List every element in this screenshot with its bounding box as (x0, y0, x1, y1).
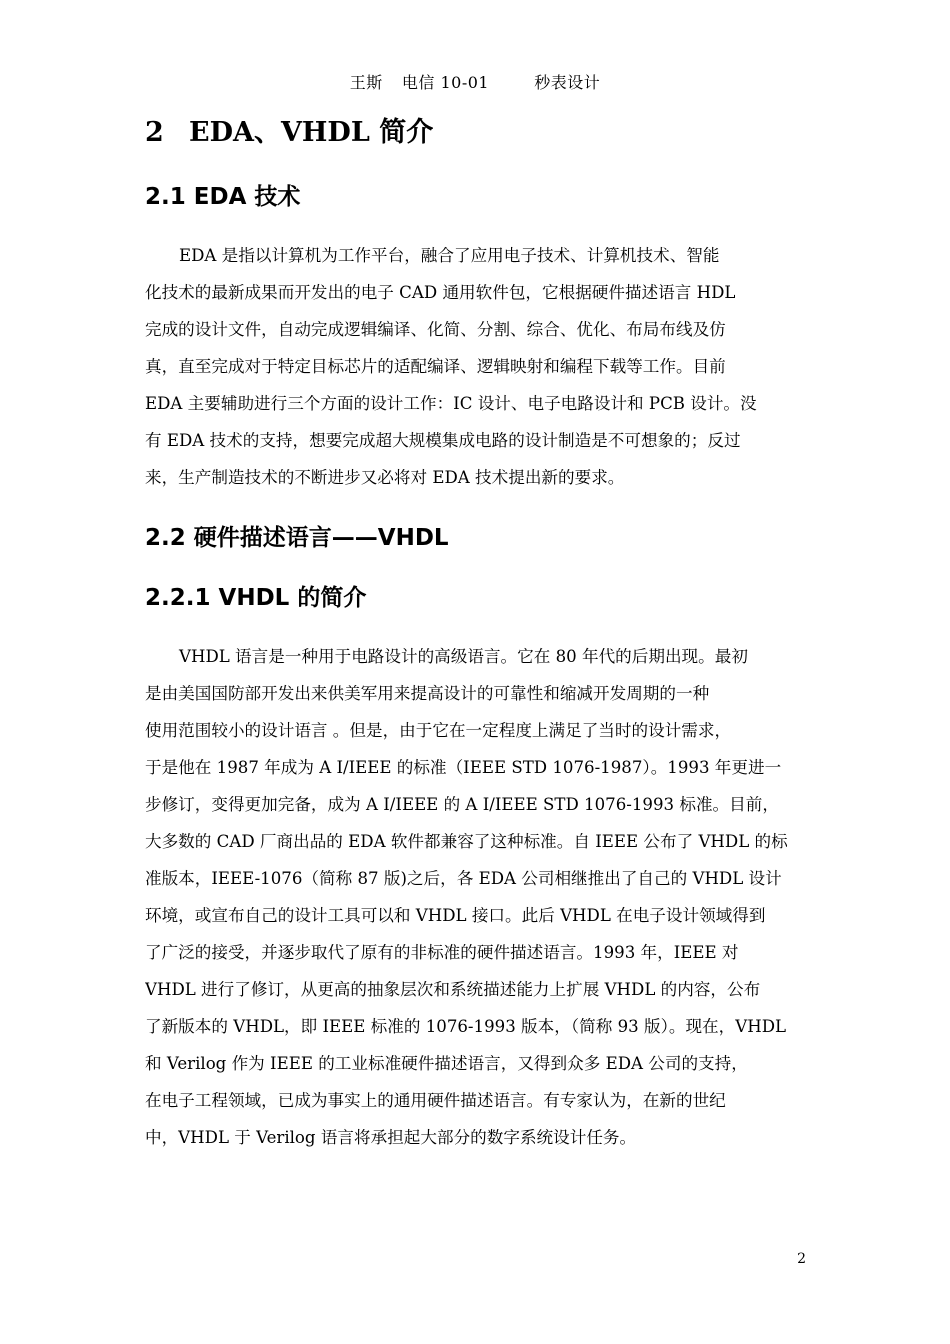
paragraph-line: 完成的设计文件，自动完成逻辑编译、化简、分割、综合、优化、布局布线及仿 (145, 320, 726, 339)
section-heading-2-2 (145, 519, 449, 552)
running-header (0, 70, 950, 93)
chapter-number: 2 (145, 117, 164, 148)
page-number: 2 (797, 1251, 806, 1267)
paragraph-vhdl (145, 638, 807, 1156)
chapter-title: EDA、VHDL 简介 (189, 117, 434, 148)
paragraph-line: VHDL 语言是一种用于电路设计的高级语言。它在 80 年代的后期出现。最初 (179, 647, 748, 666)
section-heading-2-2-1 (145, 579, 366, 612)
paragraph-line: 环境，或宣布自己的设计工具可以和 VHDL 接口。此后 VHDL 在电子设计领域得到 (145, 906, 766, 925)
header-class: 电信 10-01 (401, 73, 490, 92)
paragraph-eda (145, 237, 807, 496)
paragraph-line: 来，生产制造技术的不断进步又必将对 EDA 技术提出新的要求。 (145, 468, 625, 487)
paragraph-line: 大多数的 CAD 厂商出品的 EDA 软件都兼容了这种标准。自 IEEE 公布了 VHDL 的标 (145, 832, 788, 851)
paragraph-line: 了新版本的 VHDL，即 IEEE 标准的 1076-1993 版本，（简称 93 版）。现在，VHDL (145, 1017, 787, 1036)
paragraph-line: 化技术的最新成果而开发出的电子 CAD 通用软件包，它根据硬件描述语言 HDL (145, 283, 736, 302)
paragraph-line: 有 EDA 技术的支持，想要完成超大规模集成电路的设计制造是不可想象的；反过 (145, 431, 741, 450)
chapter-heading (145, 110, 433, 149)
paragraph-line: EDA 主要辅助进行三个方面的设计工作：IC 设计、电子电路设计和 PCB 设计。没 (145, 394, 757, 413)
section-number: 2.1 (145, 184, 186, 210)
paragraph-line: 真，直至完成对于特定目标芯片的适配编译、逻辑映射和编程下载等工作。目前 (145, 357, 726, 376)
paragraph-line: 是由美国国防部开发出来供美军用来提高设计的可靠性和缩减开发周期的一种 (145, 684, 710, 703)
section-heading-2-1 (145, 178, 300, 211)
paragraph-line: VHDL 进行了修订，从更高的抽象层次和系统描述能力上扩展 VHDL 的内容，公布 (145, 980, 761, 999)
paragraph-line: 于是他在 1987 年成为 A I/IEEE 的标准（IEEE STD 1076-1987）。1993 年更进一 (145, 758, 782, 777)
paragraph-line: 在电子工程领域，已成为事实上的通用硬件描述语言。有专家认为，在新的世纪 (145, 1091, 726, 1110)
paragraph-line: 使用范围较小的设计语言 。但是，由于它在一定程度上满足了当时的设计需求， (145, 721, 732, 740)
paragraph-line: 准版本，IEEE-1076（简称 87 版)之后，各 EDA 公司相继推出了自己的 VHDL 设计 (145, 869, 782, 888)
header-title: 秒表设计 (534, 73, 601, 92)
section-title: VHDL 的简介 (218, 585, 367, 611)
paragraph-line: 步修订，变得更加完备，成为 A I/IEEE 的 A I/IEEE STD 1076-1993 标准。目前， (145, 795, 779, 814)
paragraph-line: EDA 是指以计算机为工作平台，融合了应用电子技术、计算机技术、智能 (179, 246, 720, 265)
section-title: EDA 技术 (193, 184, 301, 210)
paragraph-line: 了广泛的接受，并逐步取代了原有的非标准的硬件描述语言。1993 年，IEEE 对 (145, 943, 739, 962)
section-title: 硬件描述语言——VHDL (193, 525, 449, 551)
section-number: 2.2.1 (145, 585, 211, 611)
paragraph-line: 中，VHDL 于 Verilog 语言将承担起大部分的数字系统设计任务。 (145, 1128, 637, 1147)
section-number: 2.2 (145, 525, 186, 551)
header-author: 王斯 (349, 73, 383, 92)
paragraph-line: 和 Verilog 作为 IEEE 的工业标准硬件描述语言，又得到众多 EDA 公司的支持， (145, 1054, 748, 1073)
